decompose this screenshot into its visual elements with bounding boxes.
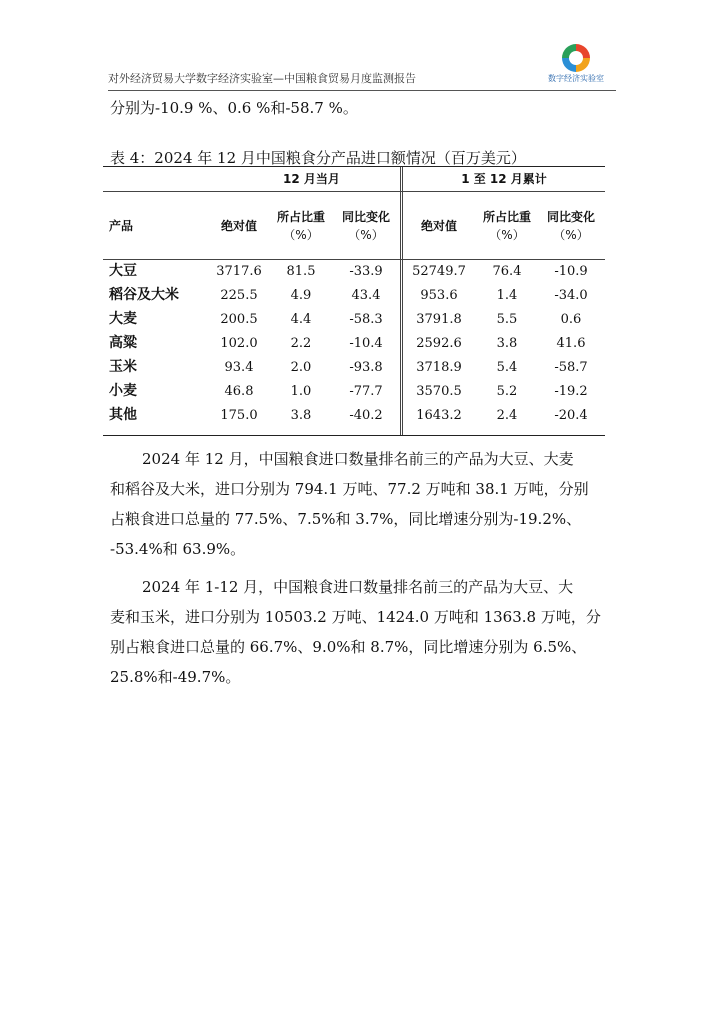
group-header-cumulative: 1 至 12 月累计 xyxy=(461,172,547,186)
col-header-abs-cum: 绝对值 xyxy=(420,219,457,233)
col-header-share-month: 所占比重 xyxy=(276,210,325,224)
row-name: 其他 xyxy=(109,407,137,423)
row-name: 小麦 xyxy=(109,383,137,399)
page-header xyxy=(108,44,616,91)
import-value-table: 12 月当月 1 至 12 月累计 产品 绝对值 所占比重 （%） 同比变化 （%） 绝对值 所占比重 （%） 同比变化 （%） 大豆 3717.6 81.5 -33.9 52749.7 76.4 -10.9 稻谷及大米 225.5 4.9 43.4 953.6 1.4 -34.0 大麦 200.5 4.4 -58.3 3791.8 5.5 0.6 高粱 102.0 2.2 -10.4 2592.6 3.8 41.6 玉米 93.4 2.0 -93.8 3718.9 5.4 -58.7 小麦 46.8 1.0 -77.7 3570.5 5.2 -19.2 其他 175.0 3.8 -40.2 1643.2 2.4 -20.4 xyxy=(103,166,605,436)
row-name: 大麦 xyxy=(109,311,137,327)
col-header-share-cum: 所占比重 xyxy=(482,210,531,224)
lab-logo xyxy=(540,44,612,88)
row-name: 稻谷及大米 xyxy=(109,287,179,303)
col-header-share-cum-unit: （%） xyxy=(489,228,525,242)
col-header-abs-month: 绝对值 xyxy=(220,219,257,233)
col-header-yoy-cum-unit: （%） xyxy=(553,228,589,242)
group-header-month: 12 月当月 xyxy=(283,172,340,186)
col-header-yoy-month-unit: （%） xyxy=(348,228,384,242)
col-header-share-month-unit: （%） xyxy=(283,228,319,242)
col-header-product: 产品 xyxy=(109,219,134,233)
col-header-yoy-cum: 同比变化 xyxy=(546,210,595,224)
table-caption: 表 4：2024 年 12 月中国粮食分产品进口额情况（百万美元） xyxy=(110,149,526,167)
intro-line: 分别为-10.9 %、0.6 %和-58.7 %。 xyxy=(110,99,358,117)
col-header-yoy-month: 同比变化 xyxy=(341,210,390,224)
header-title: 对外经济贸易大学数字经济实验室—中国粮食贸易月度监测报告 xyxy=(108,72,416,85)
logo-text: 数字经济实验室 xyxy=(548,74,604,83)
row-name: 玉米 xyxy=(109,359,137,375)
row-name: 大豆 xyxy=(109,263,137,279)
row-name: 高粱 xyxy=(109,335,137,351)
